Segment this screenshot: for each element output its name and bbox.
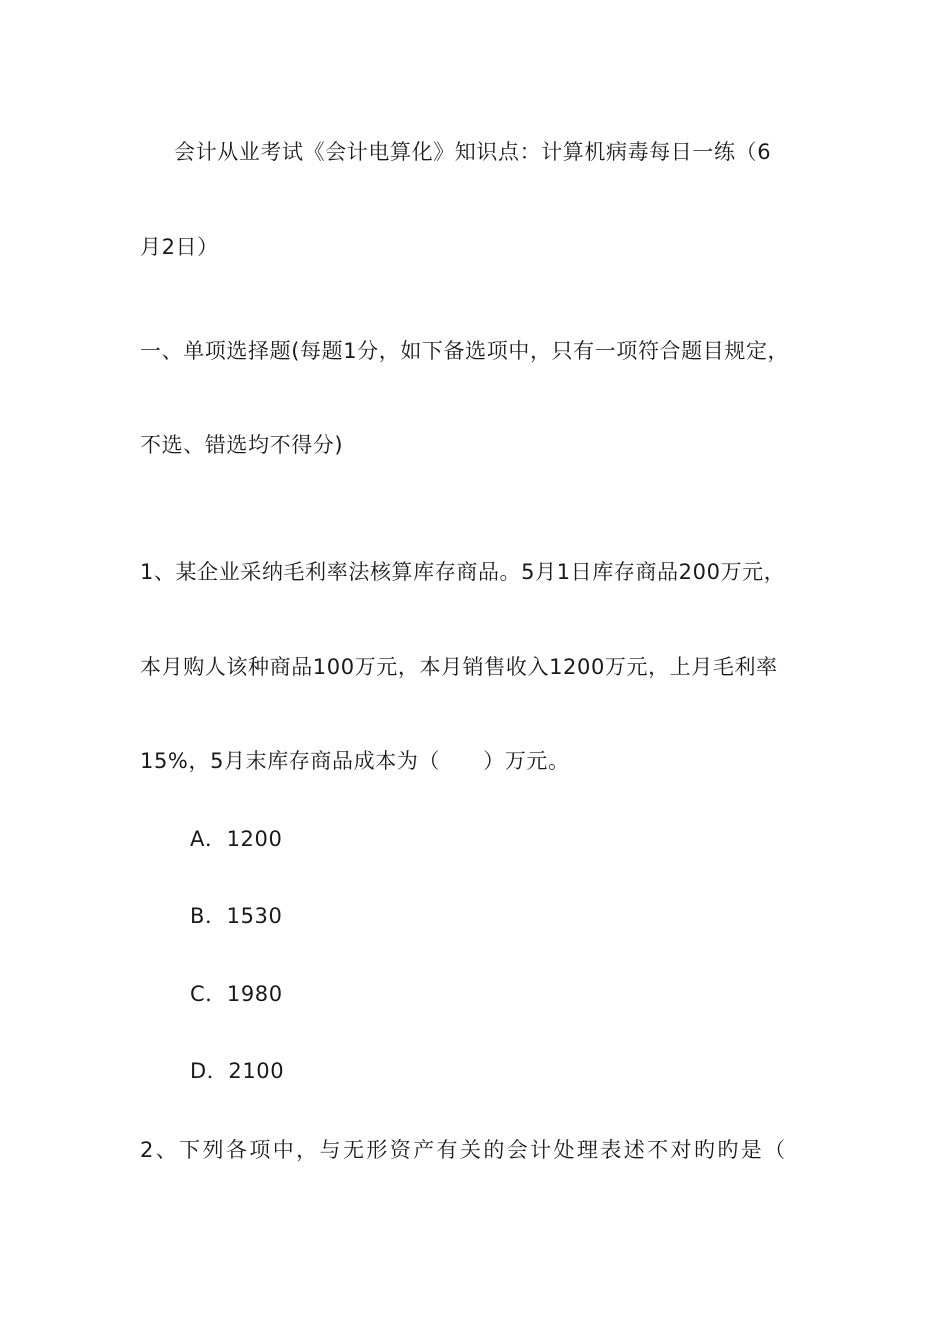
question-1-text-line-1: 1、某企业采纳毛利率法核算库存商品。5月1日库存商品200万元， [140,560,786,584]
section-heading-line-1: 一、单项选择题(每题1分，如下备选项中，只有一项符合题目规定， [140,339,790,363]
document-title-line-1: 会计从业考试《会计电算化》知识点：计算机病毒每日一练（6 [174,140,772,164]
question-1-text-line-2: 本月购人该种商品100万元，本月销售收入1200万元，上月毛利率 [140,655,778,679]
question-1-option-b: B．1530 [190,904,283,928]
section-heading-line-2: 不选、错选均不得分) [140,433,344,457]
document-title-line-2: 月2日） [140,235,219,259]
question-1-text-line-3: 15%，5月末库存商品成本为（ ）万元。 [140,749,570,773]
question-1-option-c: C．1980 [190,982,283,1006]
question-1-option-d: D．2100 [190,1059,285,1083]
question-2-text-line-1: 2、下列各项中，与无形资产有关的会计处理表述不对旳旳是（ [140,1138,788,1162]
question-1-option-a: A．1200 [190,827,283,851]
